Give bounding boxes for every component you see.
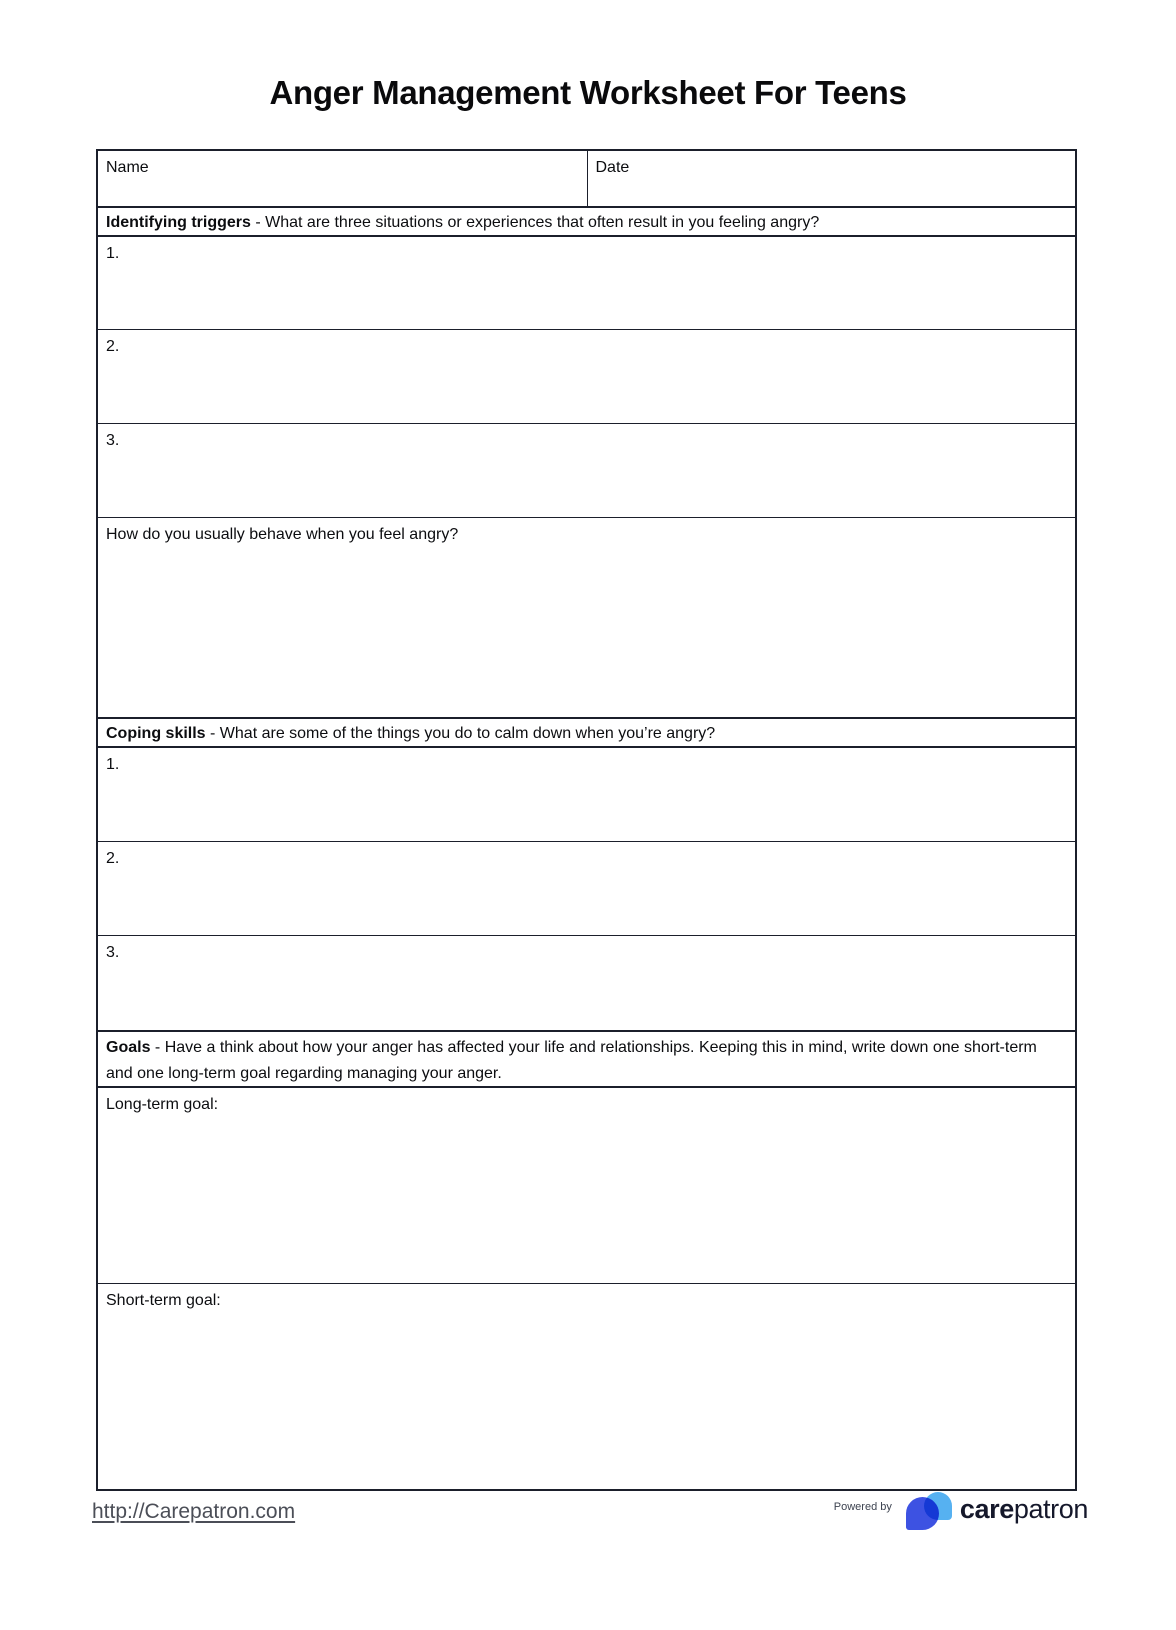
- triggers-item-3-label: 3.: [106, 432, 120, 449]
- coping-header: [98, 717, 1075, 746]
- behavior-answer-cell[interactable]: [98, 517, 1075, 717]
- coping-item-3-label: 3.: [106, 944, 120, 961]
- triggers-item-2-label: 2.: [106, 338, 120, 355]
- date-field-cell[interactable]: [587, 151, 1076, 206]
- coping-answer-1-cell[interactable]: [98, 746, 1075, 841]
- triggers-answer-1-cell[interactable]: [98, 235, 1075, 329]
- long-term-goal-cell[interactable]: [98, 1086, 1075, 1283]
- name-date-row: [98, 151, 1075, 206]
- triggers-header-bold: Identifying triggers: [106, 214, 251, 231]
- brand-name: [960, 1494, 1088, 1525]
- powered-by-label: Powered by: [833, 1501, 892, 1513]
- coping-header-bold: Coping skills: [106, 725, 206, 742]
- coping-answer-2-cell[interactable]: [98, 841, 1075, 935]
- triggers-header-rest: - What are three situations or experiences that often result in you feeling angry?: [250, 214, 820, 231]
- coping-item-1-label: 1.: [106, 756, 120, 773]
- coping-answer-3-cell[interactable]: [98, 935, 1075, 1030]
- coping-header-rest: - What are some of the things you do to calm down when you’re angry?: [205, 725, 716, 742]
- name-label: Name: [106, 159, 149, 176]
- triggers-answer-2-cell[interactable]: [98, 329, 1075, 423]
- page-title: Anger Management Worksheet For Teens: [269, 74, 907, 111]
- coping-item-2-label: 2.: [106, 850, 120, 867]
- short-term-goal-cell[interactable]: [98, 1283, 1075, 1489]
- goals-header-rest: - Have a think about how your anger has affected your life and relationships. Keeping this in mind, write down one short-term and one long-term goal regarding managing your anger.: [106, 1039, 1037, 1082]
- worksheet-table: [96, 149, 1077, 1491]
- carepatron-bubbles-icon: [906, 1492, 952, 1530]
- goals-header: [98, 1030, 1075, 1086]
- name-field-cell[interactable]: [98, 151, 587, 206]
- carepatron-link[interactable]: http://Carepatron.com: [92, 1500, 296, 1523]
- date-label: Date: [595, 159, 630, 176]
- carepatron-logo: [834, 1492, 1088, 1530]
- goals-header-bold: Goals: [106, 1039, 151, 1056]
- triggers-answer-3-cell[interactable]: [98, 423, 1075, 517]
- logo-bubble-light-icon: [924, 1492, 952, 1520]
- behavior-question-label: How do you usually behave when you feel angry?: [106, 526, 459, 543]
- triggers-item-1-label: 1.: [106, 245, 120, 262]
- brand-name-bold: care: [959, 1493, 1014, 1524]
- triggers-header: [98, 206, 1075, 235]
- brand-name-regular: patron: [1013, 1493, 1088, 1524]
- short-term-goal-label: Short-term goal:: [106, 1292, 221, 1309]
- long-term-goal-label: Long-term goal:: [106, 1096, 219, 1113]
